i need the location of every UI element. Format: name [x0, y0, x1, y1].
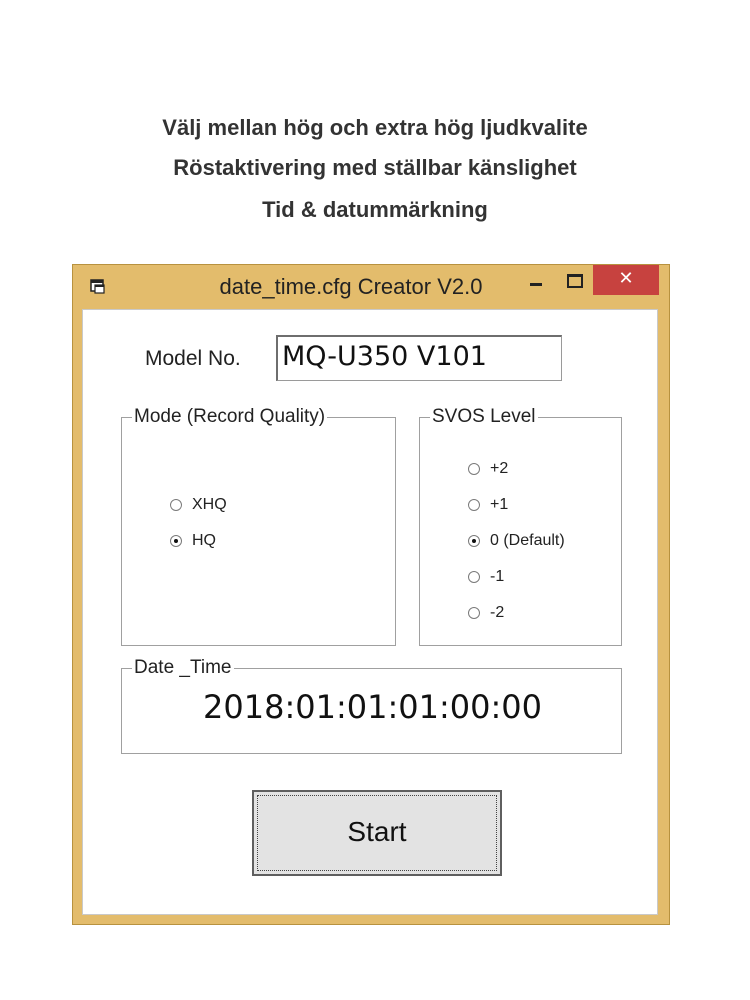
- start-button[interactable]: Start: [252, 790, 502, 876]
- radio-label-0-default: 0 (Default): [490, 532, 565, 549]
- radio-label-xhq: XHQ: [192, 496, 227, 513]
- radio-label-minus-2: -2: [490, 604, 505, 621]
- radio-circle-checked[interactable]: [170, 535, 182, 547]
- svos-group-legend: SVOS Level: [432, 406, 536, 427]
- minimize-icon[interactable]: [521, 267, 553, 293]
- date-time-value: 2018:01:01:01:00:00: [203, 688, 542, 726]
- radio-hq[interactable]: [170, 530, 216, 552]
- radio-label-plus-2: +2: [490, 460, 509, 477]
- radio-circle-checked[interactable]: [468, 535, 480, 547]
- radio-svos-minus-2[interactable]: [468, 602, 504, 624]
- model-no-label: Model No.: [145, 347, 241, 370]
- mode-group-legend: Mode (Record Quality): [134, 406, 326, 427]
- radio-svos-plus-1[interactable]: [468, 494, 508, 516]
- radio-svos-0-default[interactable]: [468, 530, 565, 552]
- radio-svos-minus-1[interactable]: [468, 566, 504, 588]
- date-time-group-legend: Date _Time: [134, 657, 232, 678]
- radio-label-hq: HQ: [192, 532, 216, 549]
- radio-svos-plus-2[interactable]: [468, 458, 508, 480]
- title-bar[interactable]: [73, 265, 669, 309]
- headline-audio-quality: Välj mellan hög och extra hög ljudkvalite: [162, 115, 588, 140]
- model-no-input[interactable]: MQ-U350 V101: [276, 335, 562, 381]
- svos-level-group: [419, 406, 622, 646]
- radio-label-minus-1: -1: [490, 568, 505, 585]
- radio-circle[interactable]: [468, 571, 480, 583]
- app-window: [72, 264, 670, 925]
- radio-circle[interactable]: [468, 607, 480, 619]
- close-icon[interactable]: ✕: [593, 265, 659, 295]
- radio-xhq[interactable]: [170, 494, 227, 516]
- maximize-icon[interactable]: [557, 267, 589, 293]
- date-time-group: [121, 657, 622, 754]
- radio-circle[interactable]: [468, 463, 480, 475]
- radio-circle[interactable]: [468, 499, 480, 511]
- radio-circle[interactable]: [170, 499, 182, 511]
- window-title: date_time.cfg Creator V2.0: [219, 274, 483, 299]
- headline-time-date-stamp: Tid & datummärkning: [262, 197, 488, 222]
- window-client-area: [82, 309, 658, 915]
- radio-label-plus-1: +1: [490, 496, 509, 513]
- headline-voice-activation: Röstaktivering med ställbar känslighet: [173, 155, 577, 180]
- mode-record-quality-group: [121, 406, 396, 646]
